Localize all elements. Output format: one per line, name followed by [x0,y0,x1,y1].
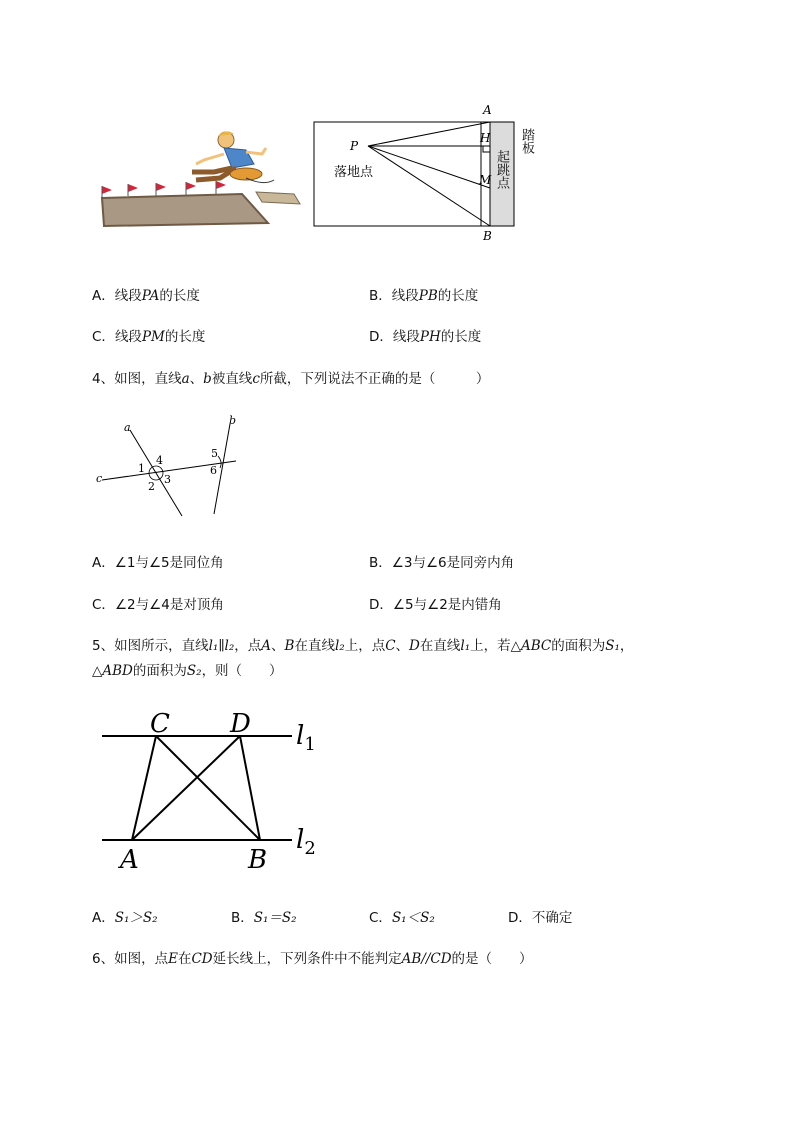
label-3: 3 [164,473,171,486]
label-D: D [230,709,251,739]
takeoff-board [256,192,300,204]
label-A: A [483,103,492,117]
label-l2: $l_2$ [296,825,316,859]
q4-stem: 4、如图，直线a、b被直线c所截，下列说法不正确的是（ ） [92,371,490,387]
segment-PB [368,146,490,226]
label-4: 4 [156,454,163,467]
label-C: C [150,709,170,739]
q4-option-d[interactable]: D．∠5与∠2是内错角 [369,597,502,613]
segment-CB [156,736,260,840]
label-H: H [480,131,491,145]
option-var: PH [419,329,441,345]
label-l1: $l_1$ [296,721,316,755]
label-2: 2 [148,480,155,493]
option-text: 线段 [114,288,142,304]
option-text: 线段 [114,329,142,345]
label-P: P [350,139,359,153]
option-text: 线段 [392,329,420,345]
q4-option-a[interactable]: A．∠1与∠5是同位角 [92,555,224,571]
option-text: 的长度 [440,329,482,345]
label-board: 踏板 [519,128,534,154]
q5-option-a[interactable]: A．S₁＞S₂ [92,910,158,926]
q5-option-d[interactable]: D．不确定 [508,910,573,926]
q5-parallel-lines-diagram [96,706,332,874]
option-text: 线段 [391,288,419,304]
jumper-figure [192,131,274,182]
q5-option-c[interactable]: C．S₁＜S₂ [369,910,435,926]
label-5: 5 [211,447,218,460]
q3-option-a[interactable] [92,284,200,304]
q3-option-c[interactable] [92,325,205,345]
q4-angle-diagram [90,410,250,522]
q6-stem: 6、如图，点E在CD延长线上，下列条件中不能判定AB//CD的是（ ） [92,951,533,967]
label-b: b [229,414,237,427]
option-var: PA [141,288,160,304]
label-c: c [96,472,103,485]
option-text: 的长度 [437,288,479,304]
q3-option-b[interactable] [369,284,478,304]
option-var: PM [141,329,165,345]
label-landing: 落地点 [334,165,374,180]
label-1: 1 [138,462,145,475]
segment-DA [132,736,240,840]
segment-CA [132,736,156,840]
sandpit [102,194,268,226]
q5-option-b[interactable]: B．S₁＝S₂ [231,910,297,926]
option-var: PB [418,288,438,304]
label-B: B [248,845,268,874]
option-text: 的长度 [159,288,200,304]
option-text: 的长度 [164,329,206,345]
label-A: A [120,845,139,874]
q4-option-b[interactable]: B．∠3与∠6是同旁内角 [369,555,515,571]
long-jump-illustration [96,128,302,230]
q3-option-d[interactable] [369,325,481,345]
label-a: a [124,421,131,434]
label-takeoff: 起跳点 [494,150,509,189]
segment-PM [368,146,490,188]
label-6: 6 [210,464,217,477]
option-letter: D． [369,329,393,345]
option-letter: C． [92,329,115,345]
q5-stem-line2: △ABD的面积为S₂，则（ ） [92,663,283,679]
q4-option-c[interactable]: C．∠2与∠4是对顶角 [92,597,224,613]
option-letter: B． [369,288,392,304]
segment-PA [368,122,490,146]
label-M: M [479,173,492,187]
label-B: B [483,229,492,243]
q5-stem-line1: 5、如图所示，直线l₁∥l₂，点A、B在直线l₂上，点C、D在直线l₁上，若△ABC的面积为S₁， [92,638,634,654]
option-letter: A． [92,288,115,304]
